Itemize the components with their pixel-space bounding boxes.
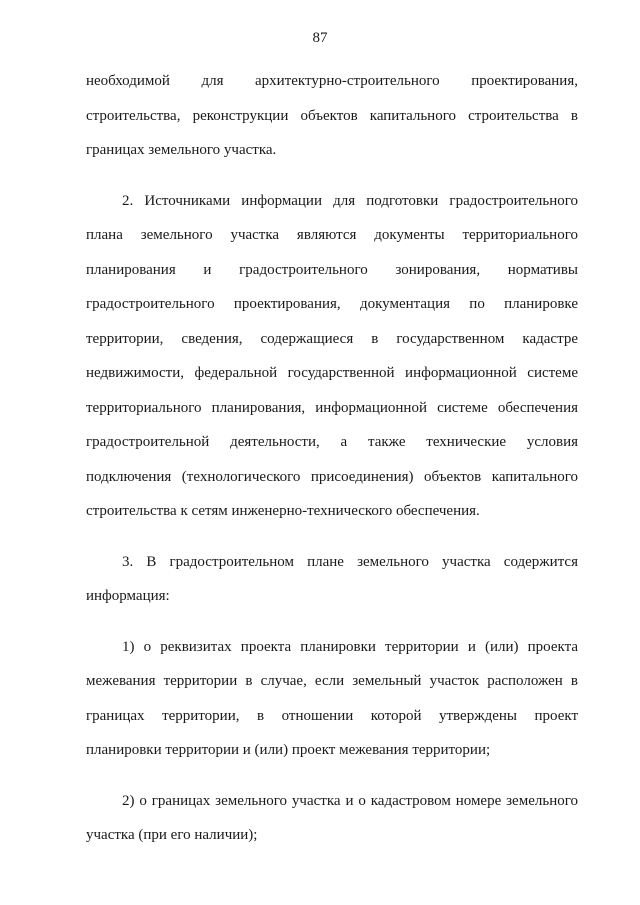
paragraph-item-3	[86, 545, 578, 614]
text-line: недвижимости, федеральной государственной информационной системе	[86, 365, 578, 381]
paragraph-item-2	[86, 184, 578, 529]
text-line: строительства, реконструкции объектов капитального строительства в	[86, 107, 578, 124]
text-line: необходимой для архитектурно-строительного проектирования,	[86, 73, 578, 89]
document-body	[86, 64, 578, 853]
text-line: межевания территории в случае, если земельный участок расположен в	[86, 673, 578, 689]
text-line: планировки территории и (или) проект межевания территории;	[86, 742, 491, 758]
text-line: 1) о реквизитах проекта планировки территории и (или) проекта	[122, 638, 578, 655]
text-line: территории, сведения, содержащиеся в государственном кадастре	[86, 330, 578, 347]
text-line: границах территории, в отношении которой утверждены проект	[86, 707, 578, 724]
text-line: 2. Источниками информации для подготовки градостроительного	[122, 192, 578, 209]
text-line: участка (при его наличии);	[86, 827, 258, 843]
text-line: границах земельного участка.	[86, 142, 277, 158]
text-line: территориального планирования, информационной системе обеспечения	[86, 399, 578, 416]
text-line: планирования и градостроительного зонирования, нормативы	[86, 261, 578, 278]
text-line: 3. В градостроительном плане земельного участка содержится	[122, 553, 578, 570]
text-line: подключения (технологического присоединения) объектов капитального	[86, 468, 578, 485]
paragraph-item-3-1	[86, 630, 578, 768]
text-line: 2) о границах земельного участка и о кадастровом номере земельного	[122, 792, 578, 809]
paragraph-continuation	[86, 64, 578, 168]
page-number: 87	[312, 30, 328, 46]
text-line: строительства к сетям инженерно-технического обеспечения.	[86, 503, 480, 519]
text-line: градостроительного проектирования, документация по планировке	[86, 296, 578, 312]
paragraph-item-3-2	[86, 784, 578, 853]
text-line: плана земельного участка являются документы территориального	[86, 227, 578, 243]
text-line: информация:	[86, 588, 170, 604]
text-line: градостроительной деятельности, а также технические условия	[86, 434, 578, 450]
